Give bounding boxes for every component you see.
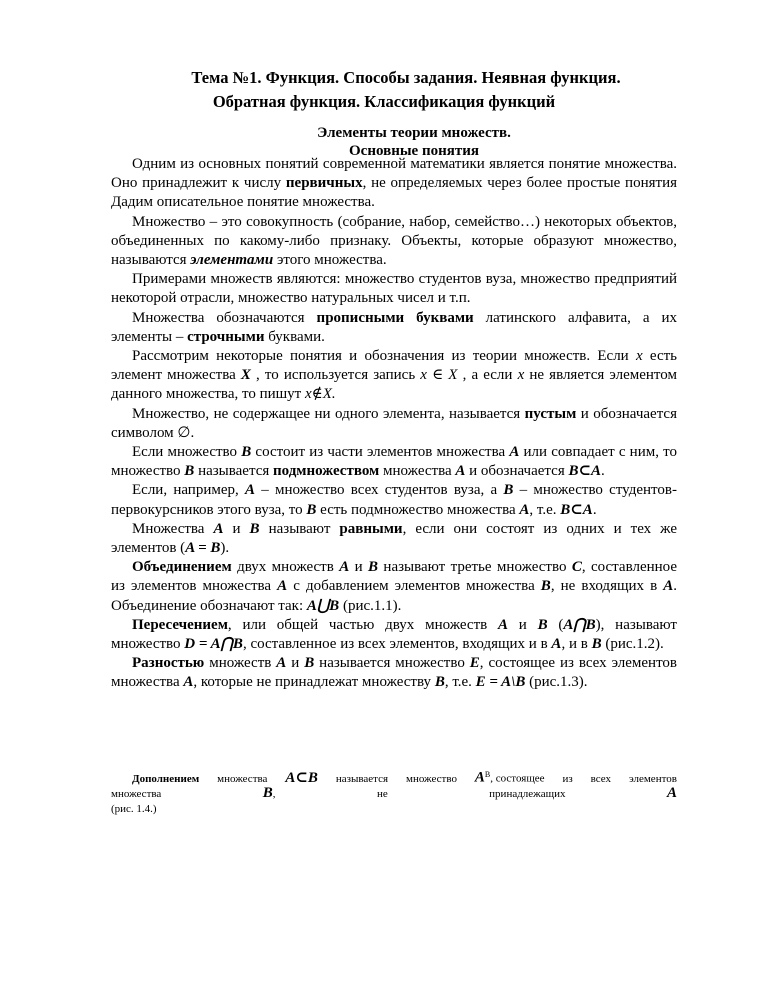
math-a-subset-b: A⊂B — [285, 769, 318, 786]
paragraph-1: Одним из основных понятий современной математики является понятие множества. Оно принадлежит к числу первичных, не определяемых через более простые понятия Дадим описательное понятие множества. — [111, 156, 677, 211]
paragraph-4: Множества обозначаются прописными буквами латинского алфавита, а их элементы – строчными буквами. — [111, 309, 678, 345]
paragraph-9: Множества A и B называют равными, если они состоят из одних и тех же элементов (A = B). — [111, 520, 677, 557]
paragraph-3: Примерами множеств являются: множество студентов вуза, множество предприятий некоторой отрасли, множество натуральных чисел и т.п. — [111, 271, 677, 307]
paragraph-5: Рассмотрим некоторые понятия и обозначения из теории множеств. Если x есть элемент множества X , то используется запись x ∈ X , а если x не является элементом данного множества, то пишут x∉X. — [111, 348, 677, 403]
complement-row-3: (рис. 1.4.) — [111, 802, 157, 815]
paragraph-12: Разностью множеств A и B называется множество E, состоящее из всех элементов множества A, которые не принадлежат множеству B, т.е. E = A\B (рис.1.3). — [111, 655, 678, 691]
complement-row-1: Дополнением множества A⊂B называется множество $A^B$, состоящее из всех элементов — [132, 769, 677, 786]
document-title-line1: Тема №1. Функция. Способы задания. Неявная функция. — [191, 68, 621, 87]
paragraph-6: Множество, не содержащее ни одного элемента, называется пустым и обозначается символом ∅. — [111, 405, 677, 441]
term-complement: Дополнением — [132, 772, 200, 785]
document-body — [111, 155, 677, 693]
section-heading-2: Основные понятия — [349, 143, 479, 159]
paragraph-10: Объединением двух множеств A и B называют третье множество C, составленное из элементов множества A с добавлением элементов множества B, не входящих в A. Объединение обозначают так: A⋃B (рис.1.1). — [111, 559, 678, 614]
document-title-line2: Обратная функция. Классификация функций — [212, 92, 556, 111]
paragraph-11: Пересечением, или общей частью двух множеств A и B (A⋂B), называют множество D = A⋂B, составленное из всех элементов, входящих и в A, и в B (рис.1.2). — [111, 616, 677, 653]
math-complement: $A^B$, состоящее — [474, 769, 545, 786]
paragraph-7: Если множество B состоит из части элементов множества A или совпадает с ним, то множество B называется подмножеством множества A и обозначается B⊂A. — [111, 444, 677, 480]
section-heading-1: Элементы теории множеств. — [317, 125, 511, 141]
paragraph-2: Множество – это совокупность (собрание, набор, семейство…) некоторых объектов, объединенных по какому-либо признаку. Объекты, которые образуют множество, называются элементами этого множества. — [111, 213, 677, 269]
paragraph-8: Если, например, A – множество всех студентов вуза, а B – множество студентов-первокурсников этого вуза, то B есть подмножество множества A, т.е. B⊂A. — [111, 482, 677, 518]
complement-paragraph — [111, 768, 677, 816]
complement-row-2: множества B, не принадлежащих A — [111, 785, 677, 802]
